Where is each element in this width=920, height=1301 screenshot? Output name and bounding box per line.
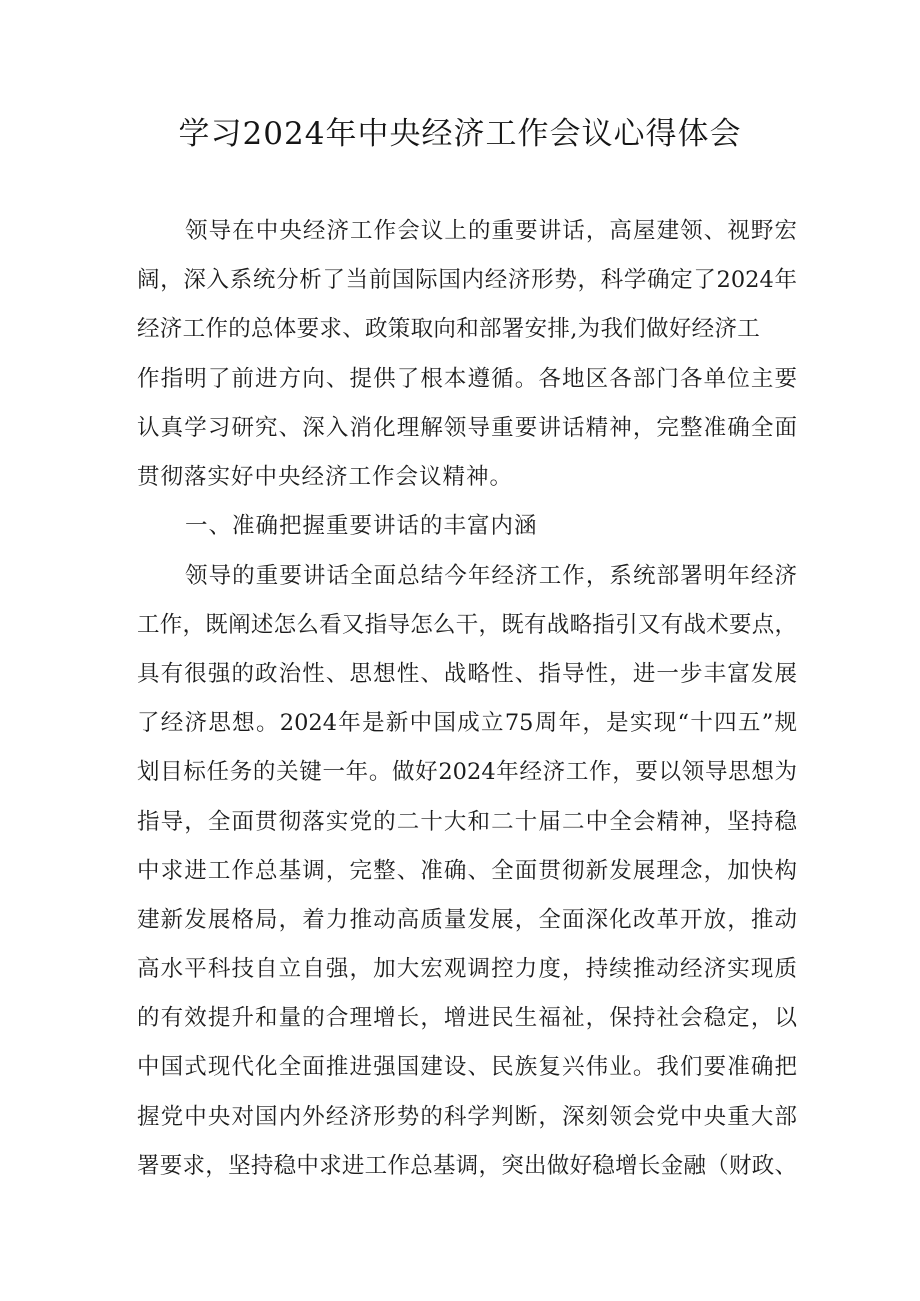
paragraph-line: 经济工作的总体要求、政策取向和部署安排,为我们做好经济工 xyxy=(137,316,761,342)
paragraph-line: 工作，既阐述怎么看又指导怎么干，既有战略指引又有战术要点， xyxy=(137,612,797,638)
paragraph-line: 贯彻落实好中央经济工作会议精神。 xyxy=(137,464,514,490)
paragraph-line: 领导在中央经济工作会议上的重要讲话，高屋建领、视野宏 xyxy=(185,218,797,244)
paragraph-line: 的有效提升和量的合理增长，增进民生福祉，保持社会稳定，以 xyxy=(137,1005,797,1031)
paragraph-line: 划目标任务的关键一年。做好2024年经济工作，要以领导思想为 xyxy=(137,759,797,785)
paragraph-line: 指导，全面贯彻落实党的二十大和二十届二中全会精神，坚持稳 xyxy=(137,809,797,835)
paragraph-line: 领导的重要讲话全面总结今年经济工作，系统部署明年经济 xyxy=(185,563,797,589)
paragraph-line: 握党中央对国内外经济形势的科学判断，深刻领会党中央重大部 xyxy=(137,1104,797,1130)
paragraph-line: 署要求，坚持稳中求进工作总基调，突出做好稳增长金融（财政、 xyxy=(137,1153,797,1179)
document-title: 学习2024年中央经济工作会议心得体会 xyxy=(178,116,742,152)
paragraph-line: 认真学习研究、深入消化理解领导重要讲话精神，完整准确全面 xyxy=(137,415,797,441)
paragraph-line: 了经济思想。2024年是新中国成立75周年，是实现“十四五”规 xyxy=(137,710,797,736)
paragraph-line: 建新发展格局，着力推动高质量发展，全面深化改革开放，推动 xyxy=(137,907,797,933)
paragraph-line: 高水平科技自立自强，加大宏观调控力度，持续推动经济实现质 xyxy=(137,956,797,982)
paragraph-line: 作指明了前进方向、提供了根本遵循。各地区各部门各单位主要 xyxy=(137,366,797,392)
paragraph-line: 中求进工作总基调，完整、准确、全面贯彻新发展理念，加快构 xyxy=(137,858,797,884)
paragraph-line: 中国式现代化全面推进强国建设、民族复兴伟业。我们要准确把 xyxy=(137,1054,797,1080)
section-heading: 一、准确把握重要讲话的丰富内涵 xyxy=(185,513,538,539)
paragraph-line: 阔，深入系统分析了当前国际国内经济形势，科学确定了2024年 xyxy=(137,267,797,293)
paragraph-line: 具有很强的政治性、思想性、战略性、指导性，进一步丰富发展 xyxy=(137,661,797,687)
